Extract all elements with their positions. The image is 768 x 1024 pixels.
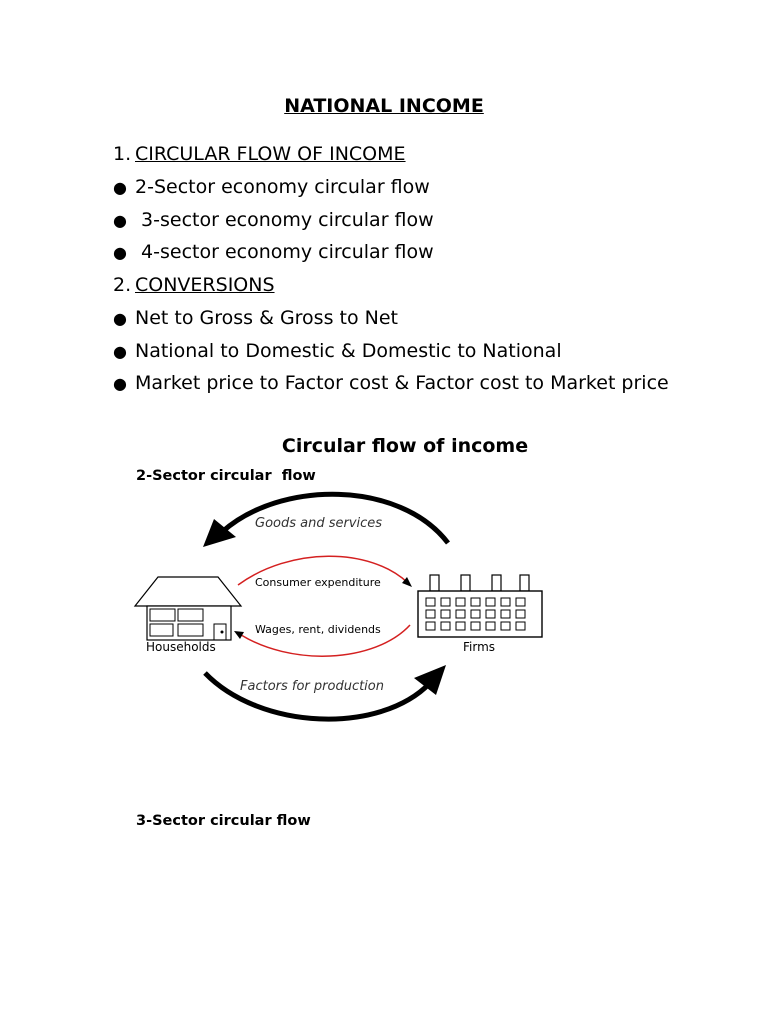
factors-label: Factors for production — [240, 679, 384, 694]
section-number: 2. — [113, 274, 132, 296]
list-item — [113, 339, 562, 364]
bullet-icon: ● — [113, 309, 127, 328]
list-item-text: Net to Gross & Gross to Net — [135, 307, 398, 329]
list-item — [113, 175, 430, 200]
section-heading-text: CIRCULAR FLOW OF INCOME — [135, 143, 406, 165]
bullet-icon: ● — [113, 178, 127, 197]
list-item-text: 4-sector economy circular flow — [135, 241, 434, 263]
list-item-text: 3-sector economy circular flow — [135, 209, 434, 231]
list-item — [113, 240, 434, 265]
section-2-heading — [113, 273, 275, 297]
section-heading-text: CONVERSIONS — [135, 274, 275, 296]
section-1-heading — [113, 142, 406, 166]
bullet-icon: ● — [113, 374, 127, 393]
two-sector-label: 2-Sector circular flow — [136, 468, 316, 484]
firms-label: Firms — [463, 640, 496, 654]
list-item-text: 2-Sector economy circular flow — [135, 176, 430, 198]
goods-services-label: Goods and services — [255, 516, 383, 531]
list-item — [113, 371, 669, 396]
list-item — [113, 208, 434, 233]
wages-label: Wages, rent, dividends — [255, 623, 381, 636]
section-subtitle: Circular flow of income — [281, 435, 529, 457]
consumer-expenditure-label: Consumer expenditure — [255, 576, 381, 589]
households-label: Households — [146, 640, 216, 654]
bullet-icon: ● — [113, 211, 127, 230]
three-sector-label: 3-Sector circular flow — [136, 813, 311, 829]
bullet-icon: ● — [113, 243, 127, 262]
households-icon — [135, 577, 241, 640]
circular-flow-diagram — [130, 485, 560, 730]
list-item-text: Market price to Factor cost & Factor cost to Market price — [135, 372, 669, 394]
section-number: 1. — [113, 143, 132, 165]
list-item-text: National to Domestic & Domestic to National — [135, 340, 562, 362]
page-title: NATIONAL INCOME — [284, 95, 484, 117]
list-item — [113, 306, 398, 331]
bullet-icon: ● — [113, 342, 127, 361]
firms-icon — [418, 575, 542, 637]
